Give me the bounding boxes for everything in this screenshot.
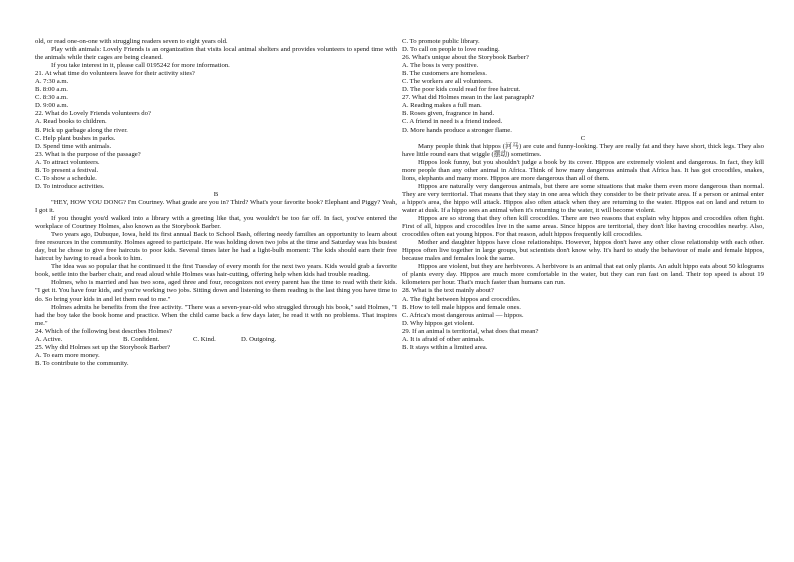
paragraph: The idea was so popular that he continued it the first Tuesday of every month for the next two years. Kids would grab a favorite book, settle into the barber chair, and read aloud while Holmes was hair-cutting, offering help when kids had trouble reading. [35,263,397,279]
option: B. The customers are homeless. [402,70,487,78]
question-27: 27. What did Holmes mean in the last paragraph? [402,94,535,102]
paragraph: Hippos are naturally very dangerous animals, but there are some situations that make them even more dangerous than normal. They are very territorial. That means that they stay in one area which they consider to be their private area. If a person or animal enter a hippo's area, the hippo will attack. Hippos also often attack when they are returning to the water. Hippos eat on land and return to water at dusk. If a hippo sees an animal when it's returning to the water, it will become violent. [402,182,764,214]
paragraph: Hippos are so strong that they often kill crocodiles. There are two reasons that explain why hippos and crocodiles often fight. First of all, hippos and crocodiles live in the same areas. Since hippos are territorial, they don't like having crocodiles nearby. Also, crocodiles often eat young hippos. For that reason, adult hippos frequently kill crocodiles. [402,215,764,239]
option: C. A friend in need is a friend indeed. [402,118,503,126]
left-column [35,38,397,368]
option: B. How to tell male hippos and female ones. [402,303,521,311]
option: A. To attract volunteers. [35,158,100,166]
paragraph: If you thought you'd walked into a library with a greeting like that, you wouldn't be too far off. In fact, you've entered the workplace of Courtney Holmes, also known as the Storybook Barber. [35,215,397,231]
paragraph: Hippos look funny, but you shouldn't judge a book by its cover. Hippos are extremely violent and dangerous. In fact, they kill more people than any other animal in Africa. Think of how many dangerous animals that Africa has. It has got crocodiles, snakes, lions, elephants and many more. Hippos are more dangerous than all of them. [402,158,764,182]
option: A. The boss is very positive. [402,62,479,70]
option: A. Reading makes a full man. [402,102,482,110]
option: B. It stays within a limited area. [402,343,488,351]
option: D. To call on people to love reading. [402,46,500,54]
option: D. To introduce activities. [35,182,105,190]
question-26: 26. What's unique about the Storybook Barber? [402,54,529,62]
paragraph: Play with animals: Lovely Friends is an organization that visits local animal shelters and provides volunteers to spend time with the animals while their cages are being cleaned. [35,46,397,62]
paragraph: "HEY, HOW YOU DONG? I'm Courtney. What grade are you in? Third? What's your favorite book? Elephant and Piggy? Yeah, I got it. [35,198,397,214]
paragraph: Hippos are violent, but they are herbivores. A herbivore is an animal that eat only plants. An adult hippo eats about 50 kilograms of plants every day. Hippos are much more comfortable in the water, but they can run fast on land. Their top speed is about 19 kilometers per hour. That's much faster than humans can run. [402,263,764,287]
question-24: 24. Which of the following best describes Holmes? [35,327,172,335]
option: D. Outgoing. [241,335,277,343]
option: C. To promote public library. [402,38,480,45]
paragraph: Two years ago, Dubuque, Iowa, held its first annual Back to School Bash, offering needy families an opportunity to learn about free resources in the community. Holmes agreed to participate. He was holding down two jobs at the time and Saturday was his busiest day, but he chose to give free haircuts to poor kids. Several times later he had a light-bulb moment: The kids should earn their free haircut by having to read a book to him. [35,231,397,263]
option: B. To contribute to the community. [35,359,129,367]
question-25: 25. Why did Holmes set up the Storybook Barber? [35,343,171,351]
option: C. The workers are all volunteers. [402,78,493,86]
option: C. Kind. [193,335,216,343]
option: A. Active. [35,335,63,343]
paragraph: old, or read one-on-one with struggling readers seven to eight years old. [35,38,228,45]
option: B. Pick up garbage along the river. [35,126,128,134]
question-29: 29. If an animal is territorial, what does that mean? [402,327,539,335]
paragraph: Holmes, who is married and has two sons, aged three and four, recognizes not every parent has the time to read with their kids. "I get it. You have four kids, and you're working two jobs. Sitting down and listening to them reading is the last thing you have time to do. So bring your kids in and let them read to me." [35,279,397,303]
option: D. Spend time with animals. [35,142,112,150]
paragraph: Mother and daughter hippos have close relationships. However, hippos don't have any other close relationship with each other. Hippos often live together in large groups, but scientists don't know why. It's hard to study the behaviour of male and female hippos, because males and females look the same. [402,239,764,263]
paragraph: Holmes admits he benefits from the free activity. "There was a seven-year-old who struggled through his book," said Holmes, "I had the boy take the book home and practice. When the child came back a few days later, he read it with no problems. That inspires me." [35,303,397,327]
question-22: 22. What do Lovely Friends volunteers do? [35,110,151,118]
question-23: 23. What is the purpose of the passage? [35,150,141,158]
option: A. To earn more money. [35,351,100,359]
option: A. Read books to children. [35,118,107,126]
question-21: 21. At what time do volunteers leave for their activity sites? [35,70,195,78]
option: C. To show a schedule. [35,174,97,182]
option: D. Why hippos get violent. [402,319,475,327]
option: C. Help plant bushes in parks. [35,134,116,142]
option: B. To present a festival. [35,166,99,174]
right-column [402,38,764,352]
option: D. 9:00 a.m. [35,102,69,110]
section-heading-b: B [213,190,219,198]
option: A. The fight between hippos and crocodiles. [402,295,521,303]
option: B. Roses given, fragrance in hand. [402,110,495,118]
option: D. More hands produce a stronger flame. [402,126,512,134]
option: A. 7:30 a.m. [35,78,69,86]
option: A. It is afraid of other animals. [402,335,485,343]
option: D. The poor kids could read for free haircut. [402,86,521,94]
option: C. Africa's most dangerous animal — hippos. [402,311,524,319]
option: C. 8:30 a.m. [35,94,68,102]
section-heading-c: C [580,134,586,142]
paragraph: If you take interest in it, please call 0195242 for more information. [51,62,230,70]
option: B. Confident. [123,335,160,343]
question-28: 28. What is the text mainly about? [402,287,494,295]
paragraph: Many people think that hippos (河马) are cute and funny-looking. They are really fat and they have short, thick legs. They also have little round ears that wiggle (摆动) sometimes. [402,142,764,158]
option: B. 8:00 a.m. [35,86,68,94]
options-row [35,336,397,344]
